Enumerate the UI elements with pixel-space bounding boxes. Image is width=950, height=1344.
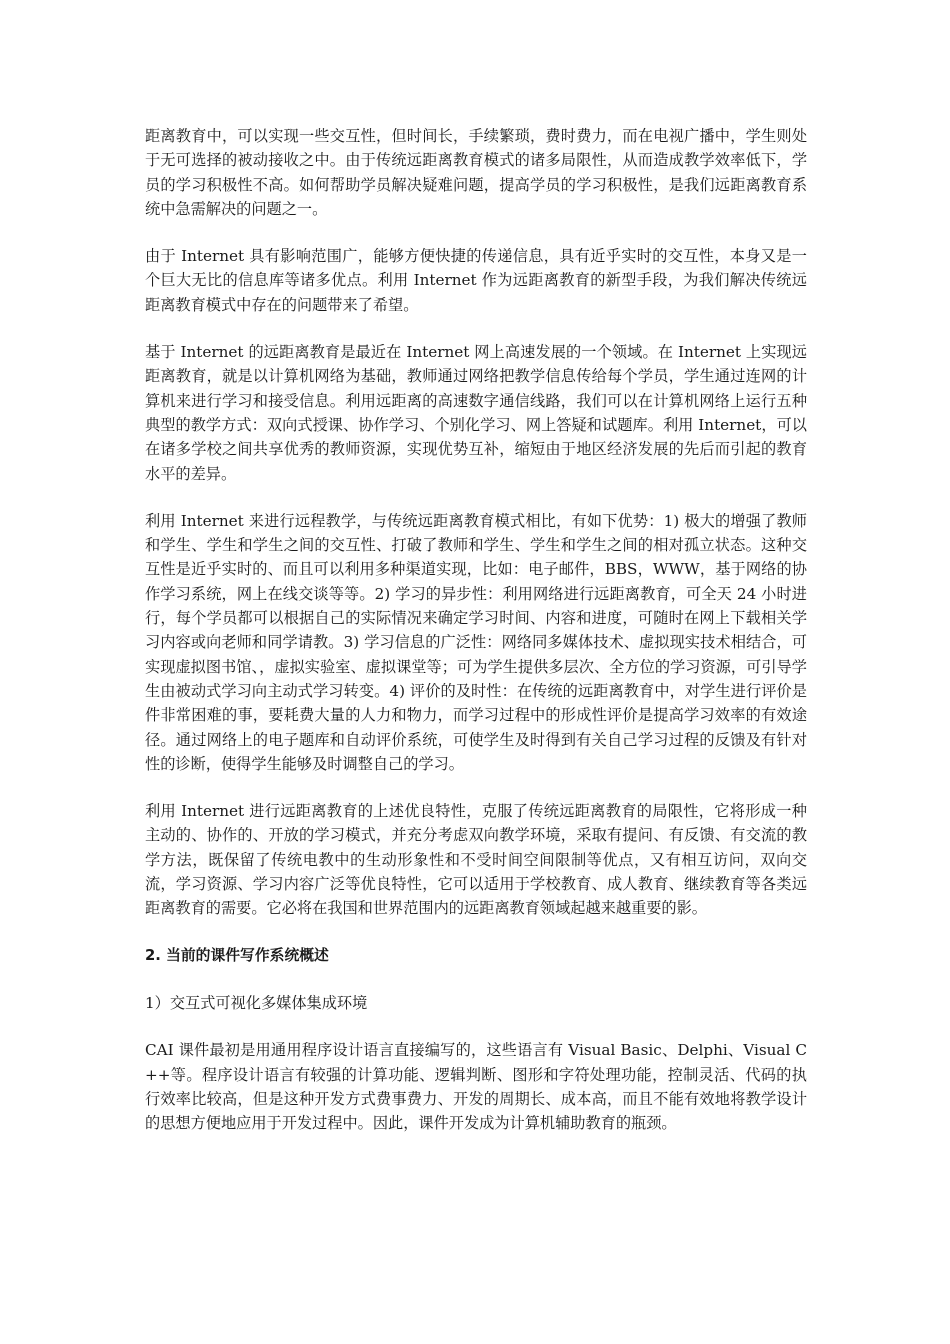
body-paragraph: 利用 Internet 进行远距离教育的上述优良特性，克服了传统远距离教育的局限性，它将形成一种主动的、协作的、开放的学习模式，并充分考虑双向教学环境，采取有提问、有反馈、有交流的教学方法，既保留了传统电教中的生动形象性和不受时间空间限制等优点，又有相互访问，双向交流，学习资源、学习内容广泛等优良特性，它可以适用于学校教育、成人教育、继续教育等各类远距离教育的需要。它必将在我国和世界范围内的远距离教育领域起越来越重要的影。 [145,802,807,918]
body-paragraph: 由于 Internet 具有影响范围广，能够方便快捷的传递信息，具有近乎实时的交互性，本身又是一个巨大无比的信息库等诸多优点。利用 Internet 作为远距离教育的新型手段，为我们解决传统远距离教育模式中存在的问题带来了希望。 [145,247,807,314]
body-paragraph: 基于 Internet 的远距离教育是最近在 Internet 网上高速发展的一个领域。在 Internet 上实现远距离教育，就是以计算机网络为基础，教师通过网络把教学信息传给每个学员，学生通过连网的计算机来进行学习和接受信息。利用远距离的高速数字通信线路，我们可以在计算机网络上运行五种典型的教学方式：双向式授课、协作学习、个别化学习、网上答疑和试题库。利用 Internet，可以在诸多学校之间共享优秀的教师资源，实现优势互补，缩短由于地区经济发展的先后而引起的教育水平的差异。 [145,343,807,483]
body-paragraph: 距离教育中，可以实现一些交互性，但时间长，手续繁琐，费时费力，而在电视广播中，学生则处于无可选择的被动接收之中。由于传统远距离教育模式的诸多局限性，从而造成教学效率低下，学员的学习积极性不高。如何帮助学员解决疑难问题，提高学员的学习积极性，是我们远距离教育系统中急需解决的问题之一。 [145,127,807,218]
section-heading: 2. 当前的课件写作系统概述 [145,946,329,964]
body-paragraph: CAI 课件最初是用通用程序设计语言直接编写的，这些语言有 Visual Basic、Delphi、Visual C++等。程序设计语言有较强的计算功能、逻辑判断、图形和字符处理功能，控制灵活、代码的执行效率比较高，但是这种开发方式费事费力、开发的周期长、成本高，而且不能有效地将教学设计的思想方便地应用于开发过程中。因此，课件开发成为计算机辅助教育的瓶颈。 [145,1041,807,1133]
subsection-heading: 1）交互式可视化多媒体集成环境 [145,993,368,1012]
document-body [145,124,807,1158]
body-paragraph: 利用 Internet 来进行远程教学，与传统远距离教育模式相比，有如下优势：1) 极大的增强了教师和学生、学生和学生之间的交互性、打破了教师和学生、学生和学生之间的相对孤立状态。这种交互性是近乎实时的、而且可以利用多种渠道实现，比如：电子邮件，BBS，WWW，基于网络的协作学习系统，网上在线交谈等等。2) 学习的异步性：利用网络进行远距离教育，可全天 24 小时进行，每个学员都可以根据自己的实际情况来确定学习时间、内容和进度，可随时在网上下载相关学习内容或向老师和同学请教。3) 学习信息的广泛性：网络同多媒体技术、虚拟现实技术相结合，可实现虚拟图书馆、，虚拟实验室、虚拟课堂等；可为学生提供多层次、全方位的学习资源，可引导学生由被动式学习向主动式学习转变。4) 评价的及时性：在传统的远距离教育中，对学生进行评价是件非常困难的事，要耗费大量的人力和物力，而学习过程中的形成性评价是提高学习效率的有效途径。通过网络上的电子题库和自动评价系统，可使学生及时得到有关自己学习过程的反馈及有针对性的诊断，使得学生能够及时调整自己的学习。 [145,511,807,773]
